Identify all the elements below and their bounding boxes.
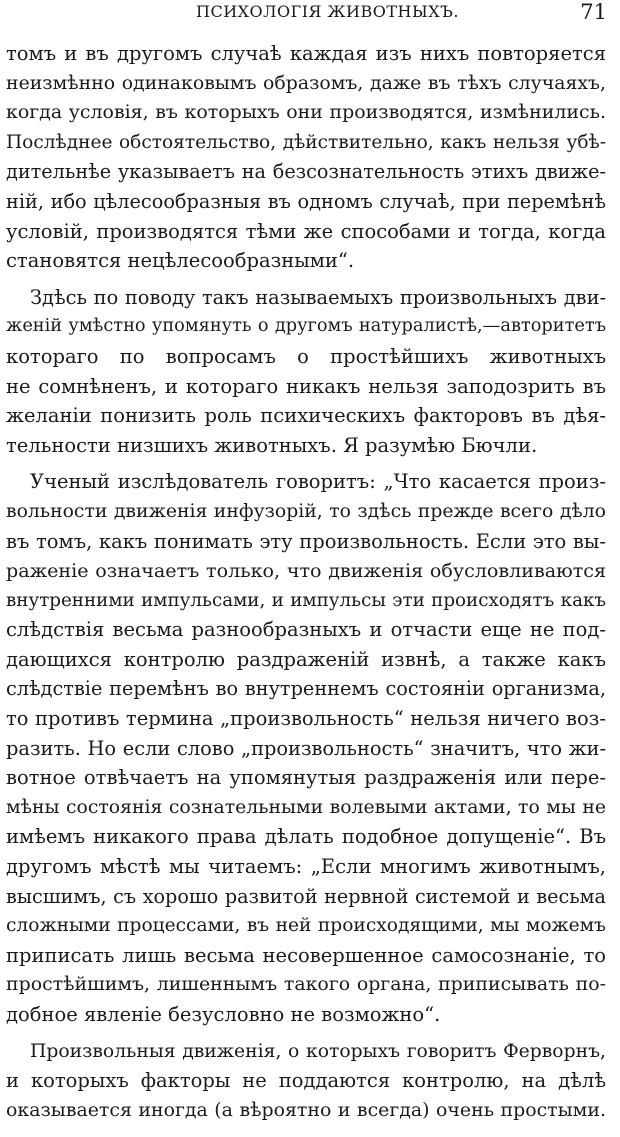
text-line: и которыхъ факторы не поддаются контролю, на дѣлѣ	[6, 1069, 606, 1093]
text-line: разить. Но если слово „произвольность“ значитъ, что жи-	[6, 736, 606, 760]
body-text	[6, 39, 606, 1132]
text-line: Здѣсь по поводу такъ называемыхъ произвольныхъ дви-	[30, 285, 606, 309]
text-line: другомъ мѣстѣ мы читаемъ: „Если многимъ животнымъ,	[6, 855, 606, 879]
text-line: простѣйшимъ, лишеннымъ такого органа, приписывать по-	[6, 973, 606, 996]
paragraph-4	[6, 1037, 606, 1126]
text-line: желаніи понизить роль психическихъ факторовъ въ дѣя-	[6, 404, 606, 428]
text-line: когда условія, въ которыхъ они производятся, измѣнились.	[6, 101, 606, 124]
text-line: котораго по вопросамъ о простѣйшихъ животныхъ	[6, 344, 606, 368]
text-line: то противъ термина „произвольность“ нельзя ничего воз-	[6, 707, 606, 731]
running-title: ПСИХОЛОГІЯ ЖИВОТНЫХЪ.	[196, 2, 459, 21]
text-line: Произвольныя движенія, о которыхъ говоритъ Ферворнъ,	[30, 1040, 606, 1062]
text-line: мѣны состоянія сознательными волевыми актами, то мы не	[6, 796, 606, 818]
paragraph-2	[6, 283, 606, 461]
text-line: становятся нецѣлесообразными“.	[6, 249, 355, 273]
text-line: дительнѣе указываетъ на безсознательность этихъ движе-	[6, 160, 606, 184]
page-number: 71	[580, 0, 607, 24]
text-line: Послѣднее обстоятельство, дѣйствительно, какъ нельзя убѣ-	[6, 131, 606, 153]
text-line: оказывается иногда (а вѣроятно и всегда) очень простыми.	[6, 1098, 606, 1121]
text-line: раженіе означаетъ только, что движенія обусловливаются	[6, 559, 606, 583]
text-line: высшимъ, съ хорошо развитой нервной системой и весьма	[6, 884, 606, 908]
text-line: Ученый изслѣдователь говоритъ: „Что касается произ-	[30, 470, 606, 494]
text-line: условій, производятся тѣми же способами и тогда, когда	[6, 219, 606, 243]
text-line: томъ и въ другомъ случаѣ каждая изъ нихъ повторяется	[6, 42, 606, 65]
text-line: вотное отвѣчаетъ на упомянутыя раздраженія или пере-	[6, 766, 606, 790]
paragraph-3	[6, 467, 606, 1029]
text-line: дающихся контролю раздраженій извнѣ, а также какъ	[6, 647, 606, 671]
text-line: слѣдствія весьма разнообразныхъ и отчасти еще не под-	[6, 618, 606, 642]
text-line: добное явленіе безусловно не возможно“.	[6, 1003, 441, 1026]
text-line: неизмѣнно одинаковымъ образомъ, даже въ тѣхъ случаяхъ,	[6, 71, 606, 94]
text-line: въ томъ, какъ понимать эту произвольность. Если это вы-	[6, 529, 606, 553]
text-line: сложными процессами, въ ней происходящими, мы можемъ	[6, 915, 606, 937]
text-line: слѣдствіе перемѣнъ во внутреннемъ состояніи организма,	[6, 677, 606, 701]
paragraph-1	[6, 39, 606, 276]
text-line: внутренними импульсами, и импульсы эти происходятъ какъ	[6, 589, 606, 611]
text-line: приписать лишь весьма несовершенное самосознаніе, то	[6, 943, 606, 967]
text-line: ній, ибо цѣлесообразныя въ одномъ случаѣ, при перемѣнѣ	[6, 189, 606, 213]
text-line: тельности низшихъ животныхъ. Я разумѣю Бючли.	[6, 433, 538, 457]
text-line: не сомнѣненъ, и котораго никакъ нельзя заподозрить въ	[6, 374, 606, 398]
text-line: имѣемъ никакого права дѣлать подобное допущеніе“. Въ	[6, 825, 606, 849]
text-line: вольности движенія инфузорій, то здѣсь прежде всего дѣло	[6, 500, 606, 522]
text-line: женій умѣстно упомянуть о другомъ натуралистѣ,—авторитетъ	[6, 316, 606, 337]
